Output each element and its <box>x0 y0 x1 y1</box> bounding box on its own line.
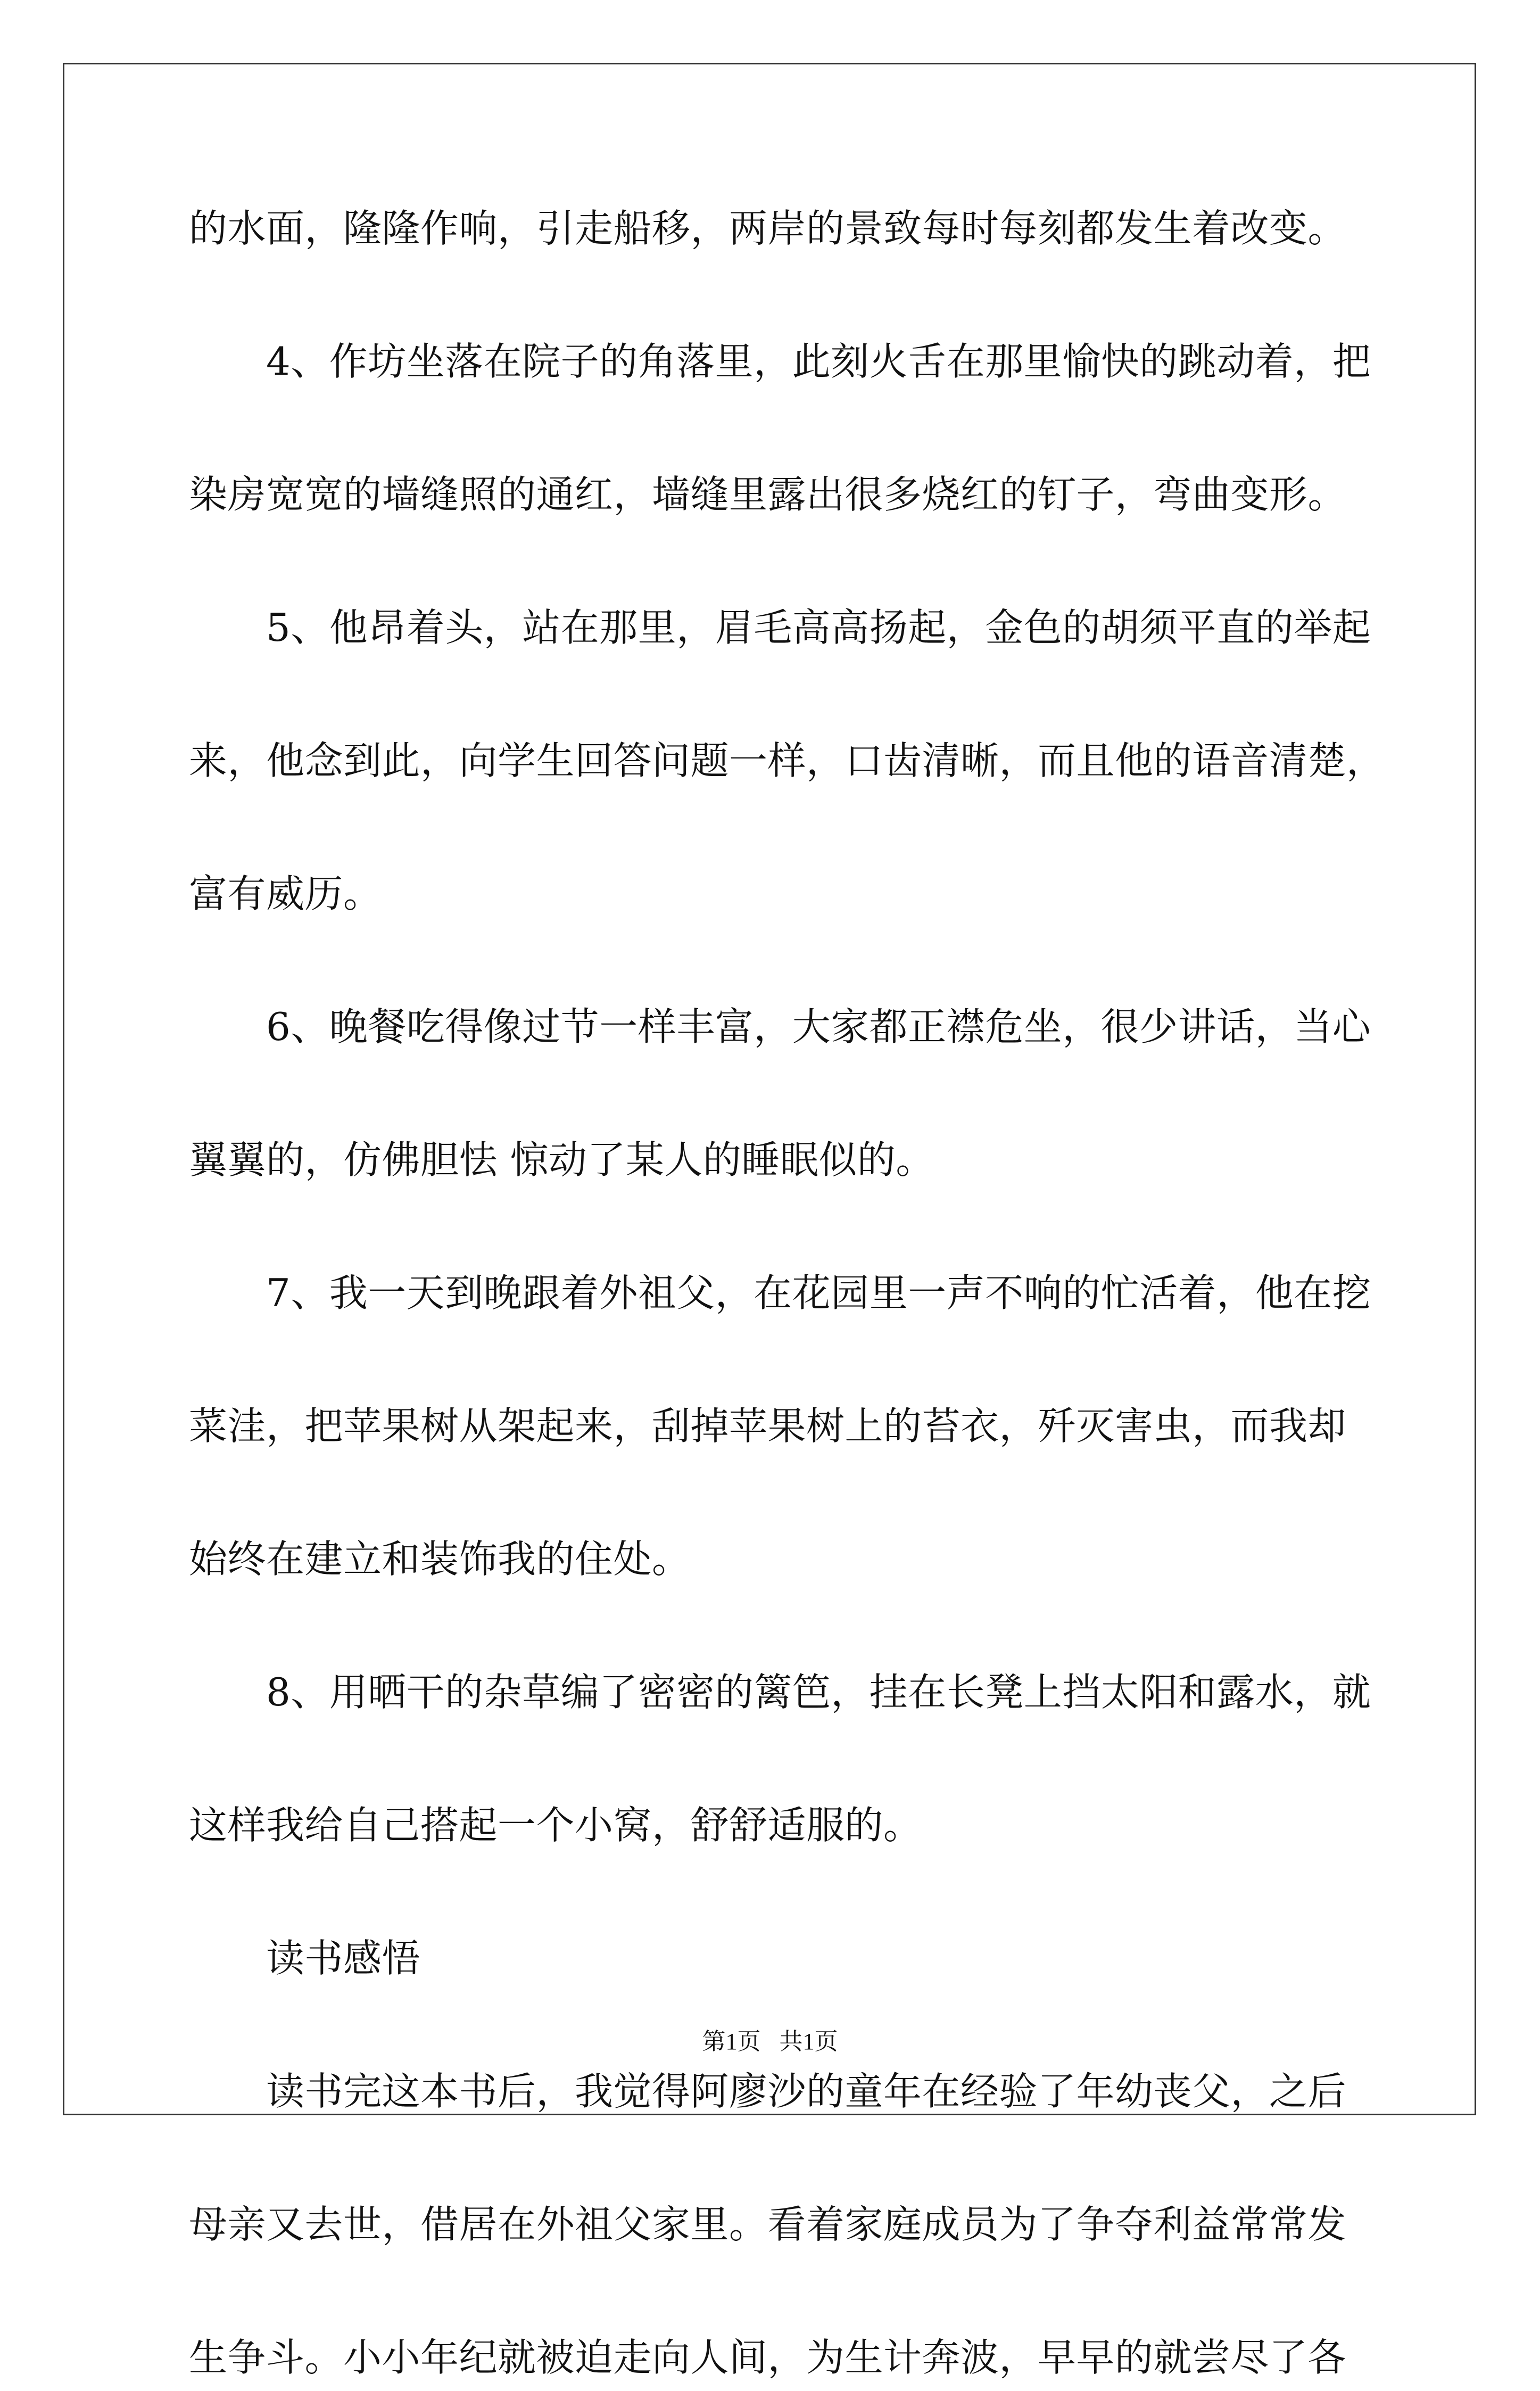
paragraph-line: 8、用晒干的杂草编了密密的篱笆，挂在长凳上挡太阳和露水，就 <box>266 1670 1371 1714</box>
page-total: 共1页 <box>779 2029 838 2055</box>
paragraph-line: 读书完这本书后，我觉得阿廖沙的童年在经验了年幼丧父，之后 <box>266 2069 1347 2114</box>
paragraph-line: 富有威历。 <box>189 871 382 916</box>
section-heading: 读书感悟 <box>266 1936 421 1981</box>
paragraph-line: 4、作坊坐落在院子的角落里，此刻火舌在那里愉快的跳动着，把 <box>266 339 1371 384</box>
paragraph-line: 始终在建立和装饰我的住处。 <box>189 1537 691 1581</box>
paragraph-line: 这样我给自己搭起一个小窝，舒舒适服的。 <box>189 1803 922 1848</box>
paragraph-line: 翼翼的，仿佛胆怯 惊动了某人的睡眠似的。 <box>189 1137 934 1182</box>
paragraph-line: 5、他昂着头，站在那里，眉毛高高扬起，金色的胡须平直的举起 <box>266 605 1371 650</box>
page-number: 第1页 <box>702 2029 761 2055</box>
paragraph-line: 7、我一天到晚跟着外祖父，在花园里一声不响的忙活着，他在挖 <box>266 1271 1371 1315</box>
paragraph-line: 来，他念到此，向学生回答问题一样，口齿清晰，而且他的语音清楚， <box>189 738 1385 783</box>
paragraph-line: 菜洼，把苹果树从架起来，刮掉苹果树上的苔衣，歼灭害虫，而我却 <box>189 1404 1347 1448</box>
page-footer <box>0 2027 1540 2057</box>
paragraph-line: 生争斗。小小年纪就被迫走向人间，为生计奔波，早早的就尝尽了各 <box>189 2335 1347 2380</box>
document-body <box>189 195 1386 2391</box>
paragraph-line: 6、晚餐吃得像过节一样丰富，大家都正襟危坐，很少讲话，当心 <box>266 1004 1371 1049</box>
paragraph-line: 母亲又去世，借居在外祖父家里。看着家庭成员为了争夺利益常常发 <box>189 2202 1347 2247</box>
paragraph-line: 染房宽宽的墙缝照的通红，墙缝里露出很多烧红的钉子，弯曲变形。 <box>189 472 1347 517</box>
paragraph-line: 的水面，隆隆作响，引走船移，两岸的景致每时每刻都发生着改变。 <box>189 206 1347 251</box>
